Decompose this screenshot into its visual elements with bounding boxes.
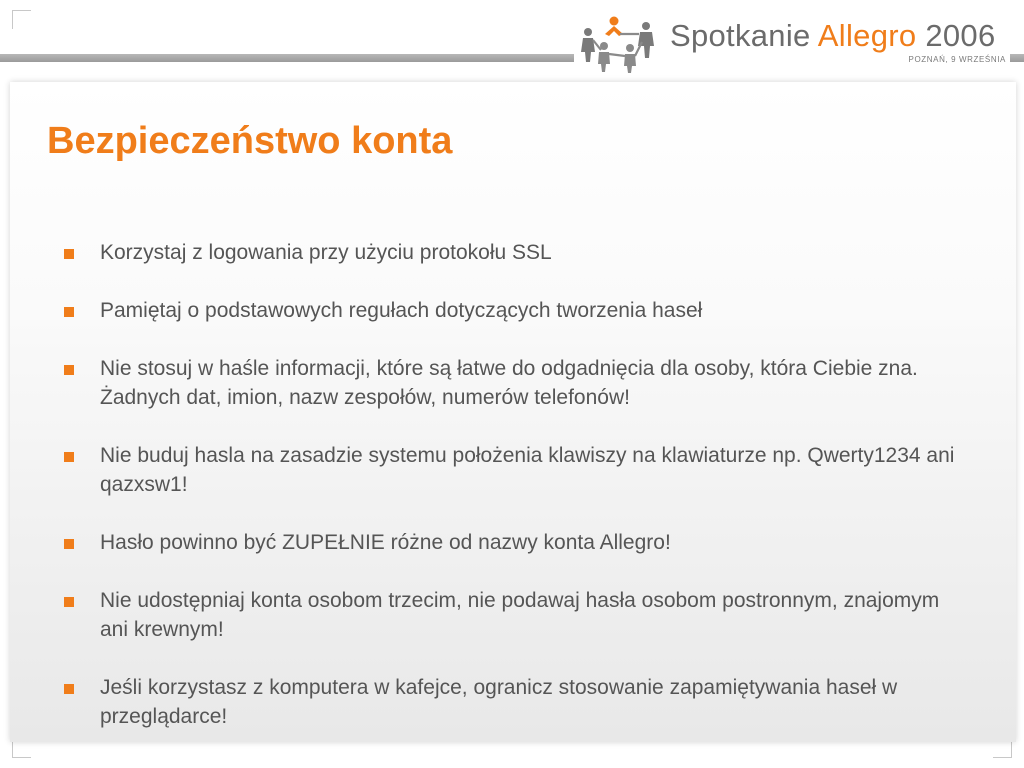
slide-title: Bezpieczeństwo konta	[47, 120, 453, 162]
bullet-item	[64, 296, 964, 325]
group-of-people-icon	[574, 12, 666, 74]
corner-bracket-top-left	[12, 10, 31, 29]
square-bullet-icon	[64, 539, 74, 549]
square-bullet-icon	[64, 307, 74, 317]
square-bullet-icon	[64, 365, 74, 375]
square-bullet-icon	[64, 684, 74, 694]
bullet-text: Nie udostępniaj konta osobom trzecim, nie podawaj hasła osobom postronnym, znajomym ani krewnym!	[100, 589, 940, 641]
bullet-text: Nie stosuj w haśle informacji, które są łatwe do odgadnięcia dla osoby, która Ciebie zna. Żadnych dat, imion, nazw zespołów, numerów telefonów!	[100, 357, 918, 409]
event-logo	[574, 12, 1010, 74]
bullet-item	[64, 354, 964, 412]
bullet-text: Nie buduj hasla na zasadzie systemu położenia klawiszy na klawiaturze np. Qwerty1234 ani qazxsw1!	[100, 444, 955, 496]
logo-subtitle: POZNAŃ, 9 WRZEŚNIA	[908, 55, 1006, 64]
square-bullet-icon	[64, 597, 74, 607]
bullet-item	[64, 441, 964, 499]
bullet-text: Korzystaj z logowania przy użyciu protokołu SSL	[100, 241, 552, 264]
square-bullet-icon	[64, 249, 74, 259]
logo-text-suffix: 2006	[916, 18, 996, 53]
logo-text-brand: Allegro	[817, 18, 917, 53]
logo-wordmark	[670, 18, 995, 54]
bullet-item	[64, 586, 964, 644]
bullet-item	[64, 238, 964, 267]
bullet-list	[64, 238, 964, 760]
bullet-text: Hasło powinno być ZUPEŁNIE różne od nazwy konta Allegro!	[100, 531, 671, 554]
bullet-text: Jeśli korzystasz z komputera w kafejce, ogranicz stosowanie zapamiętywania haseł w przeglądarce!	[100, 676, 898, 728]
bullet-item	[64, 673, 964, 731]
square-bullet-icon	[64, 452, 74, 462]
logo-text-prefix: Spotkanie	[670, 18, 818, 53]
slide-panel	[10, 82, 1016, 742]
bullet-text: Pamiętaj o podstawowych regułach dotyczących tworzenia haseł	[100, 299, 703, 322]
bullet-item	[64, 528, 964, 557]
